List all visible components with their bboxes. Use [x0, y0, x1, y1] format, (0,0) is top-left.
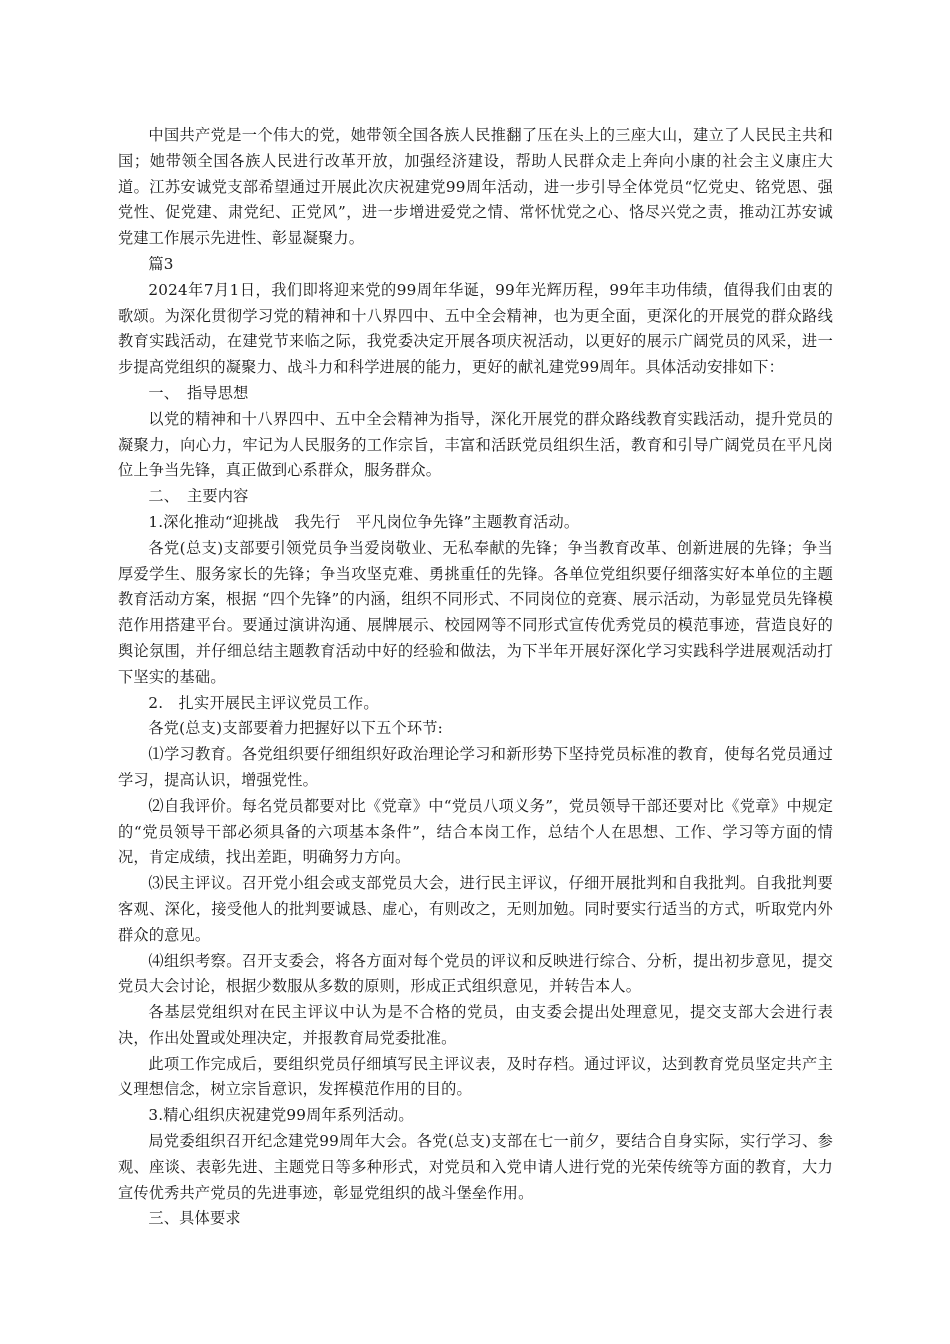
- item-3-title: 3.精心组织庆祝建党99周年系列活动。: [148, 1106, 414, 1125]
- paragraph-intro: 中国共产党是一个伟大的党，她带领全国各族人民推翻了压在头上的三座大山，建立了人民民主共和国；她带领全国各族人民进行改革开放，加强经济建设，帮助人民群众走上奔向小康的社会主义康庄大道。江苏安诚党支部希望通过开展此次庆祝建党99周年活动，进一步引导全体党员“忆党史、铭党恩、强党性、促党建、肃党纪、正党风”，进一步增进爱党之情、常怀忧党之心、恪尽兴党之责，推动江苏安诚党建工作展示先进性、彰显凝聚力。: [118, 126, 833, 248]
- paragraph-unqualified-members: 各基层党组织对在民主评议中认为是不合格的党员，由支委会提出处理意见，提交支部大会进行表决，作出处置或处理决定，并报教育局党委批准。: [118, 1003, 833, 1047]
- step-organization-review: ⑷组织考察。召开支委会，将各方面对每个党员的评议和反映进行综合、分析，提出初步意见，提交党员大会讨论，根据少数服从多数的原则，形成正式组织意见，并转告本人。: [118, 951, 833, 996]
- item-2-intro: 各党(总支)支部要着力把握好以下五个环节:: [148, 719, 443, 738]
- paragraph-guiding-ideology: 以党的精神和十八界四中、五中全会精神为指导，深化开展党的群众路线教育实践活动，提升党员的凝聚力，向心力，牢记为人民服务的工作宗旨，丰富和活跃党员组织生活，教育和引导广阔党员在平凡岗位上争当先锋，真正做到心系群众，服务群众。: [118, 409, 833, 480]
- heading-main-content: 二、 主要内容: [148, 487, 249, 506]
- item-1-body: 各党(总支)支部要引领党员争当爱岗敬业、无私奉献的先锋；争当教育改革、创新进展的先锋；争当厚爱学生、服务家长的先锋；争当攻坚克难、勇挑重任的先锋。各单位党组织要仔细落实好本单位的主题教育活动方案，根据 “四个先锋”的内涵，组织不同形式、不同岗位的竞赛、展示活动，为彰显党员先锋模范作用搭建平台。要通过演讲沟通、展牌展示、校园网等不同形式宣传优秀党员的模范事迹，营造良好的舆论氛围，并仔细总结主题教育活动中好的经验和做法，为下半年开展好深化学习实践科学进展观活动打下坚实的基础。: [118, 538, 833, 686]
- item-2-title: 2. 扎实开展民主评议党员工作。: [148, 693, 379, 712]
- step-self-evaluation: ⑵自我评价。每名党员都要对比《党章》中“党员八项义务”，党员领导干部还要对比《党章》中规定的“党员领导干部必须具备的六项基本条件”，结合本岗工作，总结个人在思想、工作、学习等方面的情况，肯定成绩，找出差距，明确努力方向。: [118, 796, 833, 867]
- step-democratic-review: ⑶民主评议。召开党小组会或支部党员大会，进行民主评议，仔细开展批判和自我批判。自我批判要客观、深化，接受他人的批判要诚恳、虚心，有则改之，无则加勉。同时要实行适当的方式，听取党内外群众的意见。: [118, 874, 833, 944]
- paragraph-opening: 2024年7月1日，我们即将迎来党的99周年华诞，99年光辉历程，99年丰功伟绩，值得我们由衷的歌颂。为深化贯彻学习党的精神和十八界四中、五中全会精神，也为更全面，更深化的开展党的群众路线教育实践活动，在建党节来临之际，我党委决定开展各项庆祝活动，以更好的展示广阔党员的风采，进一步提高党组织的凝聚力、战斗力和科学进展的能力，更好的献礼建党99周年。具体活动安排如下：: [118, 280, 833, 377]
- section-title-part3: 篇3: [148, 254, 174, 273]
- heading-specific-requirements: 三、具体要求: [148, 1209, 241, 1228]
- item-1-title: 1.深化推动“迎挑战 我先行 平凡岗位争先锋”主题教育活动。: [148, 512, 580, 531]
- item-3-body: 局党委组织召开纪念建党99周年大会。各党(总支)支部在七一前夕，要结合自身实际，实行学习、参观、座谈、表彰先进、主题党日等多种形式，对党员和入党申请人进行党的光荣传统等方面的教育，大力宣传优秀共产党员的先进事迹，彰显党组织的战斗堡垒作用。: [118, 1132, 833, 1202]
- step-study-education: ⑴学习教育。各党组织要仔细组织好政治理论学习和新形势下坚持党员标准的教育，使每名党员通过学习，提高认识，增强党性。: [118, 745, 833, 789]
- paragraph-archive: 此项工作完成后，要组织党员仔细填写民主评议表，及时存档。通过评议，达到教育党员坚定共产主义理想信念，树立宗旨意识，发挥模范作用的目的。: [118, 1054, 833, 1099]
- heading-guiding-ideology: 一、 指导思想: [148, 383, 249, 402]
- document-body: [118, 123, 833, 1232]
